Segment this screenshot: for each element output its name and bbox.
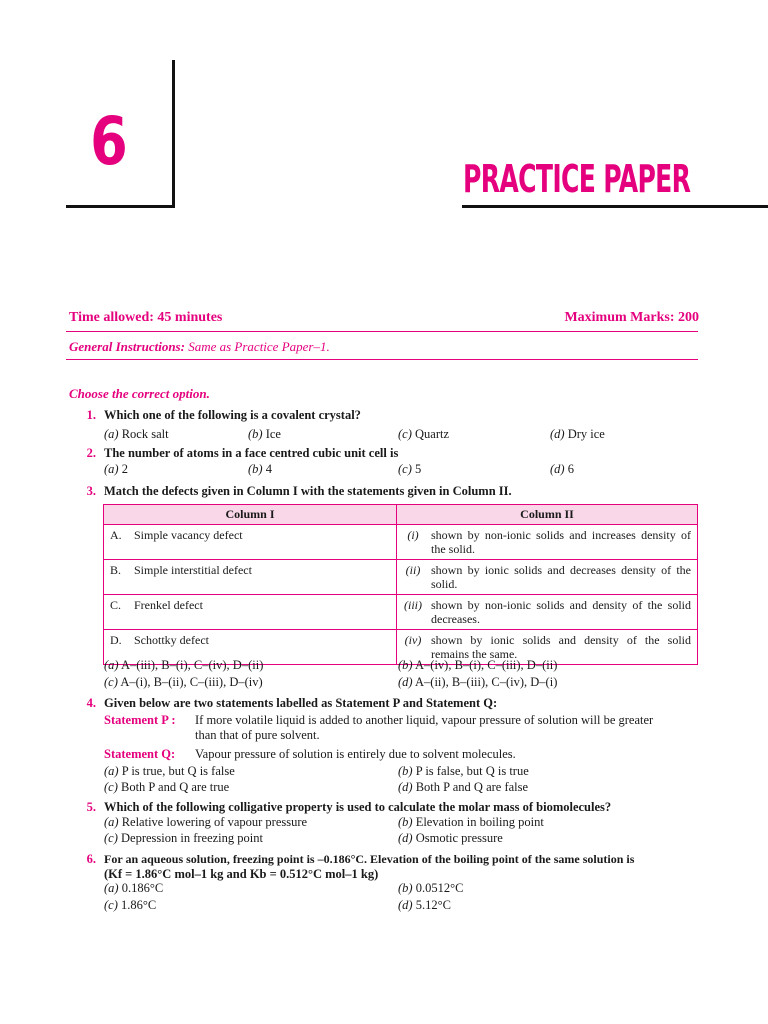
page-title: PRACTICE PAPER <box>463 157 691 201</box>
table-cell: Simple vacancy defect <box>134 528 243 542</box>
option: (c) Depression in freezing point <box>104 831 263 845</box>
option: (d) Dry ice <box>550 427 605 441</box>
column-header: Column II <box>397 505 698 525</box>
option: (b) P is false, but Q is true <box>398 764 529 778</box>
option: (b) 4 <box>248 462 272 476</box>
question-number: 3. <box>86 484 96 498</box>
table-row: D. Schottky defect (iv) shown by ionic solids and density of the solid remains the same. <box>104 630 698 665</box>
question-text: Match the defects given in Column I with the statements given in Column II. <box>104 484 512 498</box>
table-cell: shown by non-ionic solids and increases density of the solid. <box>431 528 691 556</box>
table-row: B. Simple interstitial defect (ii) shown by ionic solids and decreases density of the solid. <box>104 560 698 595</box>
question-text: Which of the following colligative property is used to calculate the molar mass of biomolecules? <box>104 800 612 814</box>
option: (c) 1.86°C <box>104 898 157 912</box>
question-text: Given below are two statements labelled as Statement P and Statement Q: <box>104 696 498 710</box>
option: (d) 5.12°C <box>398 898 451 912</box>
question-number: 2. <box>86 446 96 460</box>
match-table <box>103 504 698 665</box>
question-text: For an aqueous solution, freezing point is –0.186°C. Elevation of the boiling point of the same solution is <box>104 852 635 866</box>
header-vertical-rule <box>172 60 175 208</box>
option: (a) P is true, but Q is false <box>104 764 235 778</box>
option: (d) Both P and Q are false <box>398 780 529 794</box>
statement-q-label: Statement Q: <box>104 747 176 761</box>
question-number: 6. <box>86 852 96 866</box>
option: (a) Relative lowering of vapour pressure <box>104 815 308 829</box>
instructions-text: Same as Practice Paper–1. <box>188 339 330 354</box>
option: (c) 5 <box>398 462 422 476</box>
option: (d) 6 <box>550 462 574 476</box>
option: (b) Elevation in boiling point <box>398 815 544 829</box>
table-cell: Frenkel defect <box>134 598 203 612</box>
section-heading: Choose the correct option. <box>69 386 210 401</box>
column-header: Column I <box>104 505 397 525</box>
option: (c) Both P and Q are true <box>104 780 230 794</box>
table-cell: shown by ionic solids and decreases density of the solid. <box>431 563 691 591</box>
table-cell: Simple interstitial defect <box>134 563 252 577</box>
option: (c) Quartz <box>398 427 450 441</box>
option: (a) 0.186°C <box>104 881 164 895</box>
option: (a) Rock salt <box>104 427 169 441</box>
question-text: The number of atoms in a face centred cubic unit cell is <box>104 446 399 460</box>
option: (b) 0.0512°C <box>398 881 464 895</box>
table-row: A. Simple vacancy defect (i) shown by non-ionic solids and increases density of the solid. <box>104 525 698 560</box>
table-cell: Schottky defect <box>134 633 209 647</box>
chapter-number: 6 <box>90 103 128 180</box>
table-header-row <box>104 505 698 525</box>
option: (b) Ice <box>248 427 281 441</box>
header-left-rule <box>66 205 175 208</box>
option: (b) A–(iv), B–(i), C–(iii), D–(ii) <box>398 658 558 672</box>
instructions-divider <box>66 359 698 360</box>
statement-q-text: Vapour pressure of solution is entirely due to solvent molecules. <box>195 747 516 761</box>
question-number: 1. <box>86 408 96 422</box>
question-text-line2: (Kf = 1.86°C mol–1 kg and Kb = 0.512°C mol–1 kg) <box>104 867 379 881</box>
option: (c) A–(i), B–(ii), C–(iii), D–(iv) <box>104 675 263 689</box>
maximum-marks: Maximum Marks: 200 <box>564 310 699 325</box>
time-allowed: Time allowed: 45 minutes <box>69 310 223 325</box>
meta-divider <box>66 331 698 332</box>
table-cell: shown by non-ionic solids and density of the solid decreases. <box>431 598 691 626</box>
option: (d) Osmotic pressure <box>398 831 503 845</box>
table-row: C. Frenkel defect (iii) shown by non-ionic solids and density of the solid decreases. <box>104 595 698 630</box>
general-instructions <box>69 339 330 355</box>
statement-p-text: If more volatile liquid is added to another liquid, vapour pressure of solution will be greater <box>195 713 654 727</box>
question-text: Which one of the following is a covalent crystal? <box>104 408 361 422</box>
statement-p-text: than that of pure solvent. <box>195 728 320 742</box>
option: (d) A–(ii), B–(iii), C–(iv), D–(i) <box>398 675 558 689</box>
question-number: 5. <box>86 800 96 814</box>
option: (a) A–(iii), B–(i), C–(iv), D–(ii) <box>104 658 264 672</box>
option: (a) 2 <box>104 462 128 476</box>
statement-p-label: Statement P : <box>104 713 176 727</box>
instructions-label: General Instructions: <box>69 339 185 354</box>
table-cell: shown by ionic solids and density of the solid remains the same. <box>431 633 691 661</box>
question-number: 4. <box>86 696 96 710</box>
